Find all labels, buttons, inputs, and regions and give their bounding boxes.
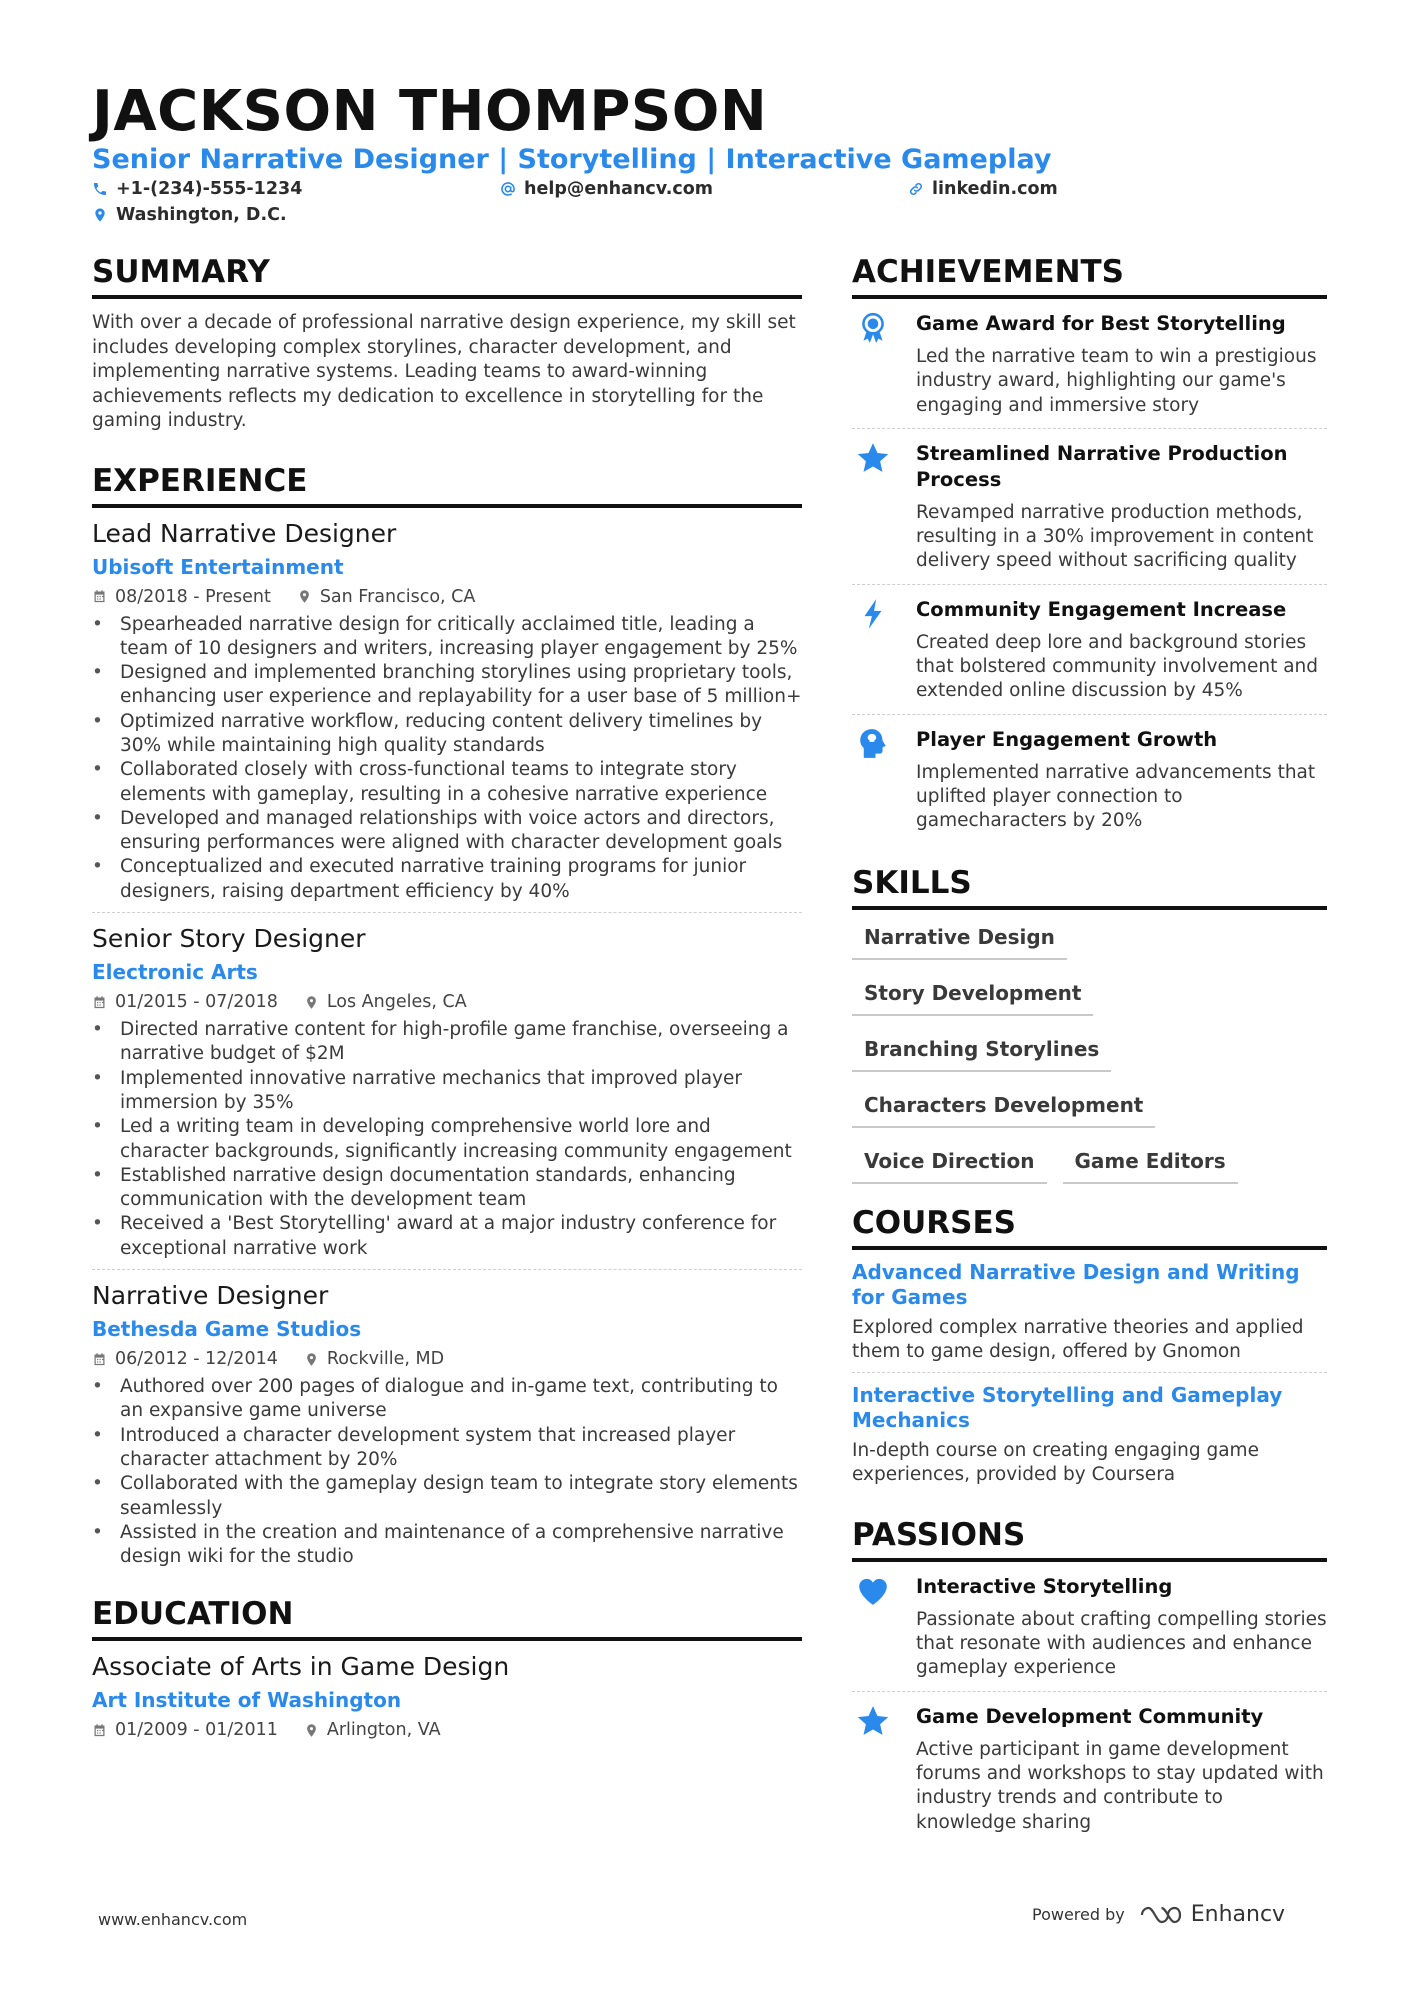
bullet-item: • Collaborated with the gameplay design team to integrate story elements seamlessly	[120, 1472, 802, 1521]
lightning-icon	[856, 597, 890, 631]
at-sign-icon	[500, 181, 516, 197]
phone-icon	[92, 181, 108, 197]
candidate-name: JACKSON THOMPSON	[92, 79, 768, 144]
job-entry	[92, 518, 802, 914]
passion-item	[852, 1692, 1327, 1845]
education-meta	[92, 1719, 802, 1741]
course-item	[852, 1373, 1327, 1488]
email-text[interactable]: help@enhancv.com	[524, 179, 714, 199]
left-column	[92, 253, 802, 1741]
bullet-item: • Established narrative design documentation standards, enhancing communication with the development team	[120, 1164, 802, 1213]
achievement-item	[852, 585, 1327, 714]
location-pin-icon	[92, 207, 108, 223]
achievement-desc: Implemented narrative advancements that uplifted player connection to gamecharacters by 20%	[916, 761, 1316, 832]
passion-title: Interactive Storytelling	[916, 1574, 1173, 1598]
passions-heading: PASSIONS	[852, 1516, 1327, 1562]
achievement-item	[852, 715, 1327, 844]
job-meta	[92, 586, 802, 608]
achievement-title: Player Engagement Growth	[916, 727, 1218, 751]
education-dates: 01/2009 - 01/2011	[115, 1720, 278, 1741]
skill-tag: Voice Direction	[852, 1148, 1047, 1184]
job-meta	[92, 991, 802, 1013]
brand-name: Enhancv	[1190, 1902, 1286, 1927]
achievements-heading: ACHIEVEMENTS	[852, 253, 1327, 299]
calendar-icon	[92, 1723, 107, 1738]
location-pin-icon	[304, 995, 319, 1010]
company-name: Electronic Arts	[92, 960, 258, 985]
company-name: Ubisoft Entertainment	[92, 554, 344, 579]
course-title: Advanced Narrative Design and Writing for Games	[852, 1259, 1300, 1309]
skills-heading: SKILLS	[852, 864, 1327, 910]
course-desc: Explored complex narrative theories and applied them to game design, offered by Gnomon	[852, 1316, 1304, 1362]
summary-text: With over a decade of professional narrative design experience, my skill set includes developing complex storylines, character development, and implementing narrative systems. Leading teams to award-winning achievements reflects my dedication to excellence in storytelling for the gaming industry.	[92, 312, 796, 431]
job-title: Senior Story Designer	[92, 924, 366, 954]
job-location: Rockville, MD	[326, 1349, 445, 1370]
company-name: Bethesda Game Studios	[92, 1317, 362, 1342]
education-location: Arlington, VA	[326, 1720, 441, 1741]
job-bullets	[92, 1375, 802, 1569]
course-item	[852, 1250, 1327, 1365]
achievement-item	[852, 299, 1327, 428]
skill-tag: Story Development	[852, 980, 1093, 1016]
star-icon	[856, 441, 890, 475]
linkedin-text[interactable]: linkedin.com	[932, 179, 1058, 199]
bullet-item: • Directed narrative content for high-profile game franchise, overseeing a narrative budget of $2M	[120, 1018, 802, 1067]
passion-desc: Active participant in game development forums and workshops to stay updated with industry trends and contribute to knowledge sharing	[916, 1738, 1324, 1833]
job-location: San Francisco, CA	[319, 586, 476, 607]
candidate-title: Senior Narrative Designer | Storytelling | Interactive Gameplay	[92, 144, 1052, 175]
achievement-desc: Led the narrative team to win a prestigious industry award, highlighting our game's engaging and immersive story	[916, 346, 1317, 416]
experience-heading: EXPERIENCE	[92, 462, 802, 508]
bullet-item: • Assisted in the creation and maintenance of a comprehensive narrative design wiki for the studio	[120, 1521, 802, 1570]
passion-item	[852, 1562, 1327, 1691]
education-heading: EDUCATION	[92, 1595, 802, 1641]
skills-list	[852, 924, 1327, 1204]
bullet-item: • Spearheaded narrative design for critically acclaimed title, leading a team of 10 designers and writers, increasing player engagement by 25%	[120, 613, 802, 662]
location-text: Washington, D.C.	[116, 205, 287, 225]
passion-desc: Passionate about crafting compelling stories that resonate with audiences and enhance gameplay experience	[916, 1608, 1327, 1679]
location-pin-icon	[297, 589, 312, 604]
job-dates: 01/2015 - 07/2018	[115, 992, 278, 1013]
job-entry	[92, 1280, 802, 1569]
degree-title: Associate of Arts in Game Design	[92, 1652, 510, 1682]
job-bullets	[92, 613, 802, 905]
achievement-desc: Revamped narrative production methods, resulting in a 30% improvement in content delivery speed without sacrificing quality	[916, 501, 1314, 572]
right-column	[852, 253, 1327, 1845]
bullet-item: • Conceptualized and executed narrative training programs for junior designers, raising department efficiency by 40%	[120, 855, 802, 904]
achievement-item	[852, 429, 1327, 584]
job-title: Lead Narrative Designer	[92, 518, 397, 548]
achievement-title: Game Award for Best Storytelling	[916, 312, 1286, 335]
enhancv-logo-icon	[1139, 1904, 1183, 1926]
bullet-item: • Designed and implemented branching storylines using proprietary tools, enhancing user experience and replayability for a user base of 5 million+	[120, 661, 802, 710]
star-icon	[856, 1704, 890, 1738]
contact-email[interactable]	[500, 178, 713, 200]
calendar-icon	[92, 995, 107, 1010]
divider	[92, 1269, 802, 1270]
phone-text: +1-(234)-555-1234	[116, 179, 303, 199]
calendar-icon	[92, 589, 107, 604]
bullet-item: • Developed and managed relationships with voice actors and directors, ensuring performances were aligned with character development goals	[120, 807, 802, 856]
achievement-desc: Created deep lore and background stories that bolstered community involvement and extended online discussion by 45%	[916, 631, 1319, 702]
head-brain-icon	[856, 727, 890, 761]
education-entry	[92, 1651, 802, 1741]
bullet-item: • Optimized narrative workflow, reducing content delivery timelines by 30% while maintaining high quality standards	[120, 710, 802, 759]
bullet-item: • Implemented innovative narrative mechanics that improved player immersion by 35%	[120, 1067, 802, 1116]
skill-tag: Narrative Design	[852, 924, 1067, 960]
divider	[92, 912, 802, 913]
bullet-item: • Authored over 200 pages of dialogue and in-game text, contributing to an expansive game universe	[120, 1375, 802, 1424]
link-icon	[908, 181, 924, 197]
course-title: Interactive Storytelling and Gameplay Mechanics	[852, 1383, 1283, 1433]
bullet-item: • Introduced a character development system that increased player character attachment by 20%	[120, 1424, 802, 1473]
job-title: Narrative Designer	[92, 1281, 329, 1311]
contact-linkedin[interactable]	[908, 178, 1058, 200]
school-name: Art Institute of Washington	[92, 1688, 402, 1713]
course-desc: In-depth course on creating engaging game experiences, provided by Coursera	[852, 1440, 1259, 1486]
footer-website[interactable]: www.enhancv.com	[98, 1910, 248, 1929]
achievement-title: Streamlined Narrative Production Process	[916, 441, 1288, 491]
job-entry	[92, 923, 802, 1270]
courses-heading: COURSES	[852, 1204, 1327, 1250]
job-dates: 08/2018 - Present	[115, 586, 271, 607]
powered-by-text: Powered by	[1032, 1905, 1125, 1924]
job-bullets	[92, 1018, 802, 1261]
contact-location	[92, 204, 287, 226]
heart-icon	[856, 1574, 890, 1608]
bullet-item: • Led a writing team in developing comprehensive world lore and character backgrounds, significantly increasing community engagement	[120, 1115, 802, 1164]
bullet-item: • Collaborated closely with cross-functional teams to integrate story elements with gameplay, resulting in a cohesive narrative experience	[120, 758, 802, 807]
job-meta	[92, 1348, 802, 1370]
summary-heading: SUMMARY	[92, 253, 802, 299]
achievement-title: Community Engagement Increase	[916, 597, 1287, 621]
passion-title: Game Development Community	[916, 1704, 1264, 1728]
bullet-item: • Received a 'Best Storytelling' award at a major industry conference for exceptional narrative work	[120, 1212, 802, 1261]
skill-tag: Game Editors	[1063, 1148, 1238, 1184]
footer-branding	[1032, 1902, 1285, 1927]
job-dates: 06/2012 - 12/2014	[115, 1349, 278, 1370]
enhancv-logo[interactable]	[1139, 1902, 1285, 1927]
skill-tag: Branching Storylines	[852, 1036, 1111, 1072]
location-pin-icon	[304, 1723, 319, 1738]
job-location: Los Angeles, CA	[326, 992, 467, 1013]
skill-tag: Characters Development	[852, 1092, 1155, 1128]
location-pin-icon	[304, 1352, 319, 1367]
calendar-icon	[92, 1352, 107, 1367]
award-ribbon-icon	[856, 311, 890, 345]
contact-phone	[92, 178, 302, 200]
